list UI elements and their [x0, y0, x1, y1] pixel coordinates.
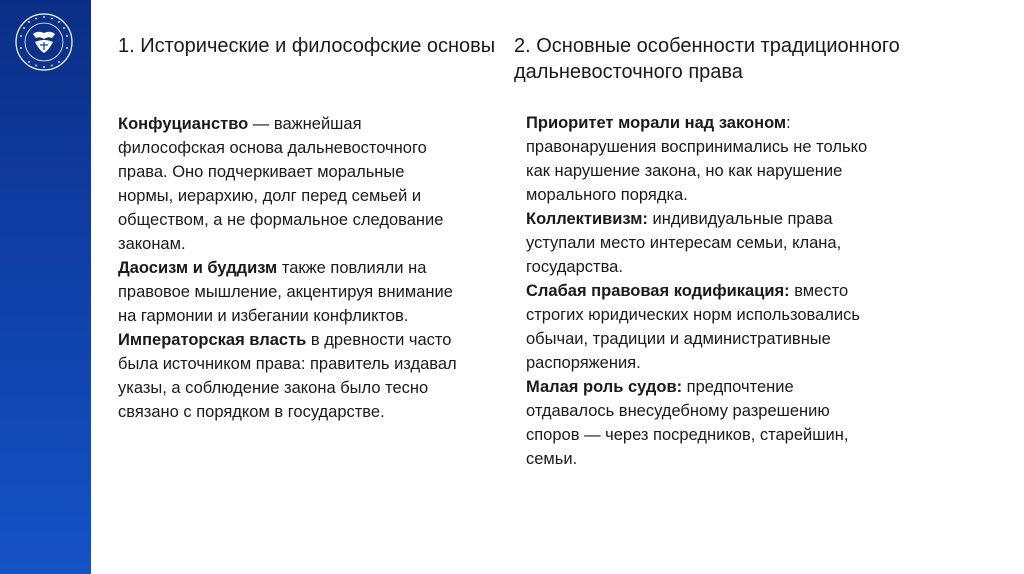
- column-2-body: [526, 111, 871, 471]
- item-term: Даосизм и буддизм: [118, 259, 278, 277]
- item-term: Конфуцианство: [118, 115, 249, 133]
- item-text: предпочтение отдавалось внесудебному разрешению споров — через посредников, старейшин, семьи.: [526, 378, 849, 468]
- item-text: — важнейшая философская основа дальневосточного права. Оно подчеркивает моральные нормы, иерархию, долг перед семьей и обществом, а не формальное следование законам.: [118, 115, 444, 253]
- item-term: Слабая правовая кодификация:: [526, 282, 790, 300]
- university-seal-icon: [14, 12, 74, 72]
- item-term: Малая роль судов:: [526, 378, 683, 396]
- item-text: также повлияли на правовое мышление, акцентируя внимание на гармонии и избегании конфликтов.: [118, 259, 453, 325]
- column-2-item: [526, 111, 871, 207]
- column-2-heading: 2. Основные особенности традиционного дальневосточного права: [514, 35, 900, 83]
- column-1-header: [118, 33, 503, 59]
- column-2-header: [514, 33, 1004, 85]
- item-term: Приоритет морали над законом: [526, 114, 787, 132]
- column-1-body: [118, 112, 458, 424]
- column-1-heading: 1. Исторические и философские основы: [118, 35, 496, 57]
- item-term: Коллективизм:: [526, 210, 648, 228]
- sidebar-band: [0, 0, 91, 574]
- column-2-item: [526, 207, 871, 279]
- item-term: Императорская власть: [118, 331, 307, 349]
- column-2-item: [526, 279, 871, 375]
- column-1-item: [118, 112, 458, 256]
- column-1-item: [118, 256, 458, 328]
- item-text: вместо строгих юридических норм использовались обычаи, традиции и административные распоряжения.: [526, 282, 860, 372]
- item-text: в древности часто была источником права: правитель издавал указы, а соблюдение закона было тесно связано с порядком в государстве.: [118, 331, 457, 421]
- column-1-item: [118, 328, 458, 424]
- column-2-item: [526, 375, 871, 471]
- item-text: : правонарушения воспринимались не только как нарушение закона, но как нарушение морального порядка.: [526, 114, 868, 204]
- item-text: индивидуальные права уступали место интересам семьи, клана, государства.: [526, 210, 842, 276]
